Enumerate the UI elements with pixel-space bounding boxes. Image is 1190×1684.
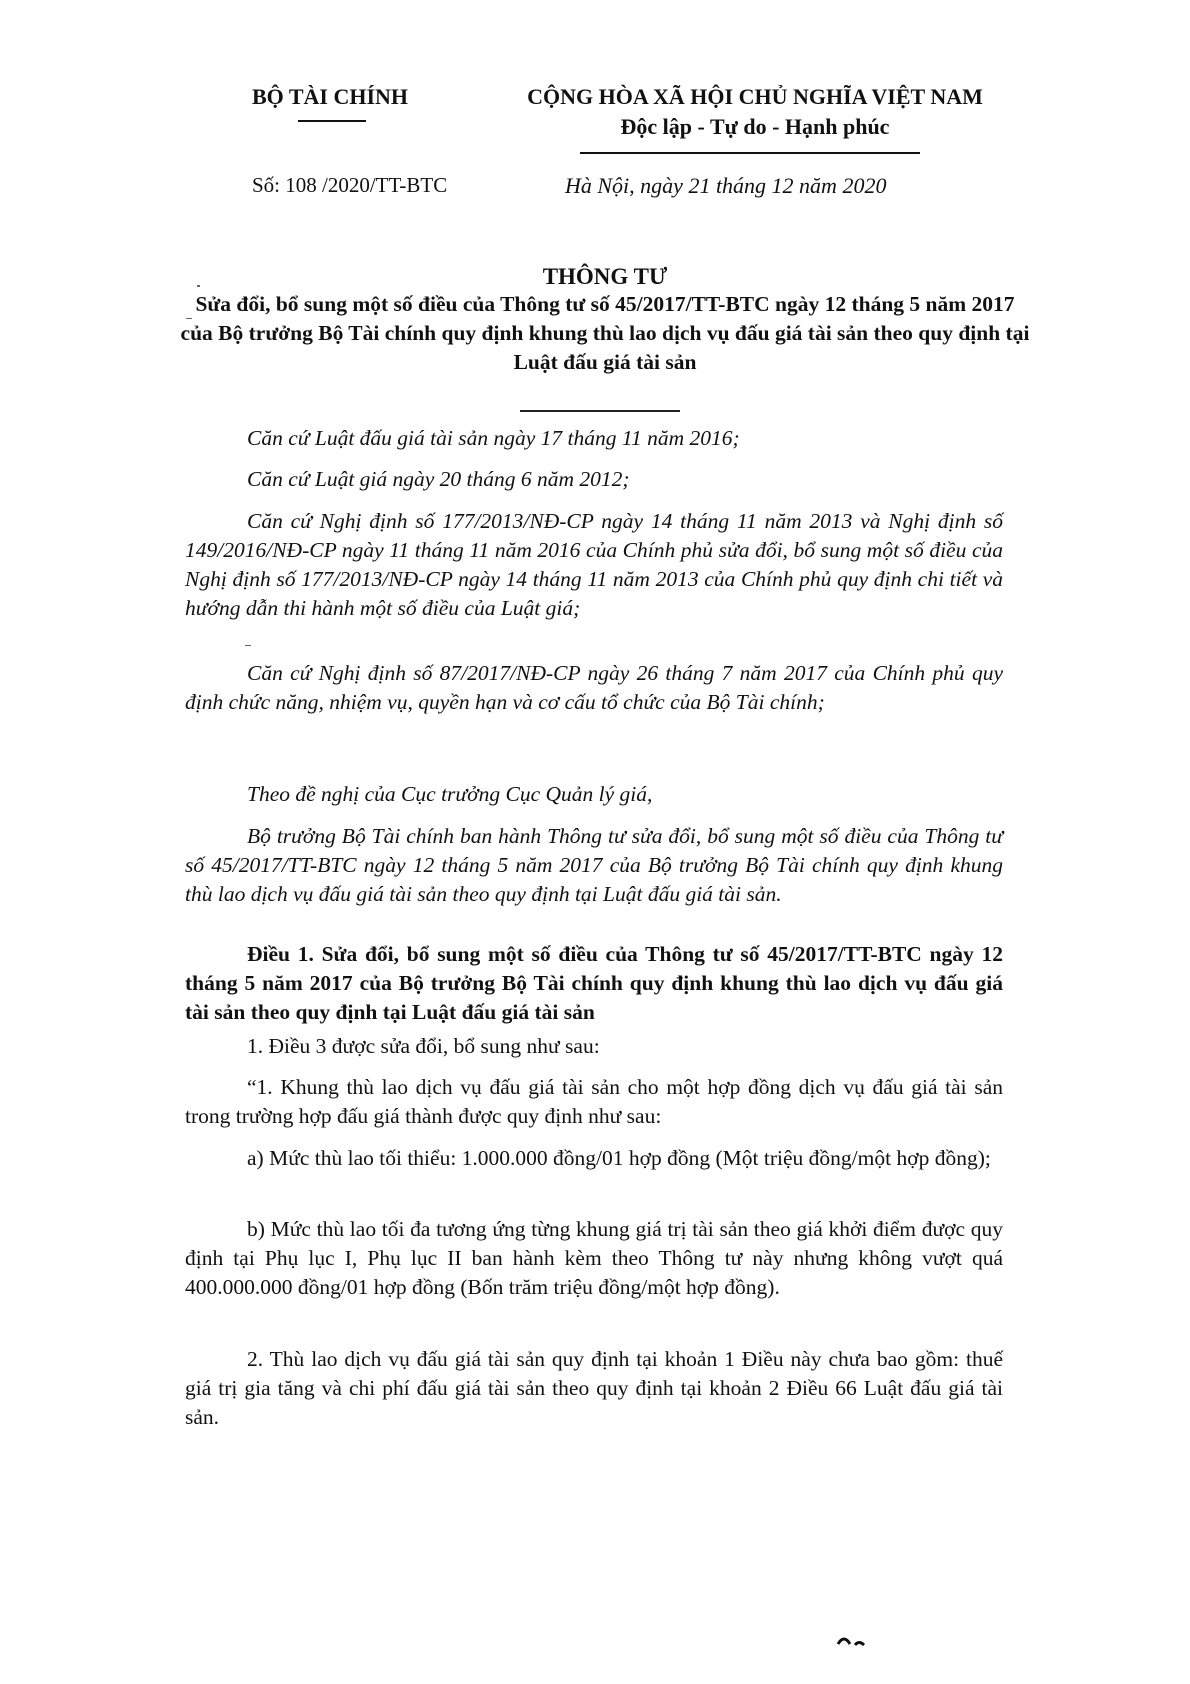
issuing-agency: BỘ TÀI CHÍNH [251,84,409,109]
scan-speck [197,285,200,287]
agency-underline [298,120,366,122]
national-motto: Độc lập - Tự do - Hạnh phúc [620,114,890,139]
preamble-paragraph: Căn cứ Luật giá ngày 20 tháng 6 năm 2012; [247,467,630,491]
article-paragraph: a) Mức thù lao tối thiểu: 1.000.000 đồng/01 hợp đồng (Một triệu đồng/một hợp đồng); [247,1146,991,1170]
document-subject: Sửa đổi, bổ sung một số điều của Thông tư số 45/2017/TT-BTC ngày 12 tháng 5 năm 2017 của Bộ trưởng Bộ Tài chính quy định khung thù lao dịch vụ đấu giá tài sản theo quy định tại Luật đấu giá tài sản [180,292,1030,374]
preamble-paragraph: Căn cứ Nghị định số 87/2017/NĐ-CP ngày 26 tháng 7 năm 2017 của Chính phủ quy định chức năng, nhiệm vụ, quyền hạn và cơ cấu tổ chức của Bộ Tài chính; [185,661,1003,714]
preamble-paragraph: Theo đề nghị của Cục trưởng Cục Quản lý giá, [247,782,653,806]
document-type: THÔNG TƯ [542,264,668,289]
article-1-heading: Điều 1. Sửa đổi, bổ sung một số điều của Thông tư số 45/2017/TT-BTC ngày 12 tháng 5 năm 2017 của Bộ trưởng Bộ Tài chính quy định khung thù lao dịch vụ đấu giá tài sản theo quy định tại Luật đấu giá tài sản [185,942,1003,1024]
scan-speck [186,318,192,319]
place-and-date: Hà Nội, ngày 21 tháng 12 năm 2020 [565,173,887,198]
article-paragraph: b) Mức thù lao tối đa tương ứng từng khung giá trị tài sản theo giá khởi điểm được quy định tại Phụ lục I, Phụ lục II ban hành kèm theo Thông tư này nhưng không vượt quá 400.000.000 đồng/01 hợp đồng (Bốn trăm triệu đồng/một hợp đồng). [185,1217,1003,1299]
preamble-paragraph: Căn cứ Luật đấu giá tài sản ngày 17 tháng 11 năm 2016; [247,426,740,450]
preamble-paragraph: Bộ trưởng Bộ Tài chính ban hành Thông tư sửa đổi, bổ sung một số điều của Thông tư số 45/2017/TT-BTC ngày 12 tháng 5 năm 2017 của Bộ trưởng Bộ Tài chính quy định khung thù lao dịch vụ đấu giá tài sản theo quy định tại Luật đấu giá tài sản. [185,824,1003,906]
country-name: CỘNG HÒA XÃ HỘI CHỦ NGHĨA VIỆT NAM [527,84,983,109]
scan-speck [245,645,251,646]
preamble-paragraph: Căn cứ Nghị định số 177/2013/NĐ-CP ngày 14 tháng 11 năm 2013 và Nghị định số 149/2016/NĐ-CP ngày 11 tháng 11 năm 2016 của Chính phủ sửa đổi, bổ sung một số điều của Nghị định số 177/2013/NĐ-CP ngày 14 tháng 11 năm 2013 của Chính phủ quy định chi tiết và hướng dẫn thi hành một số điều của Luật giá; [185,509,1003,620]
article-paragraph: 2. Thù lao dịch vụ đấu giá tài sản quy định tại khoản 1 Điều này chưa bao gồm: thuế giá trị gia tăng và chi phí đấu giá tài sản theo quy định tại khoản 2 Điều 66 Luật đấu giá tài sản. [185,1347,1003,1429]
article-paragraph: “1. Khung thù lao dịch vụ đấu giá tài sản cho một hợp đồng dịch vụ đấu giá tài sản trong trường hợp đấu giá thành được quy định như sau: [185,1075,1003,1128]
page-continuation-mark [830,1632,870,1646]
motto-underline [580,152,920,154]
title-divider [520,410,680,412]
article-paragraph: 1. Điều 3 được sửa đổi, bổ sung như sau: [247,1034,600,1058]
document-number: Số: 108 /2020/TT-BTC [252,173,448,197]
